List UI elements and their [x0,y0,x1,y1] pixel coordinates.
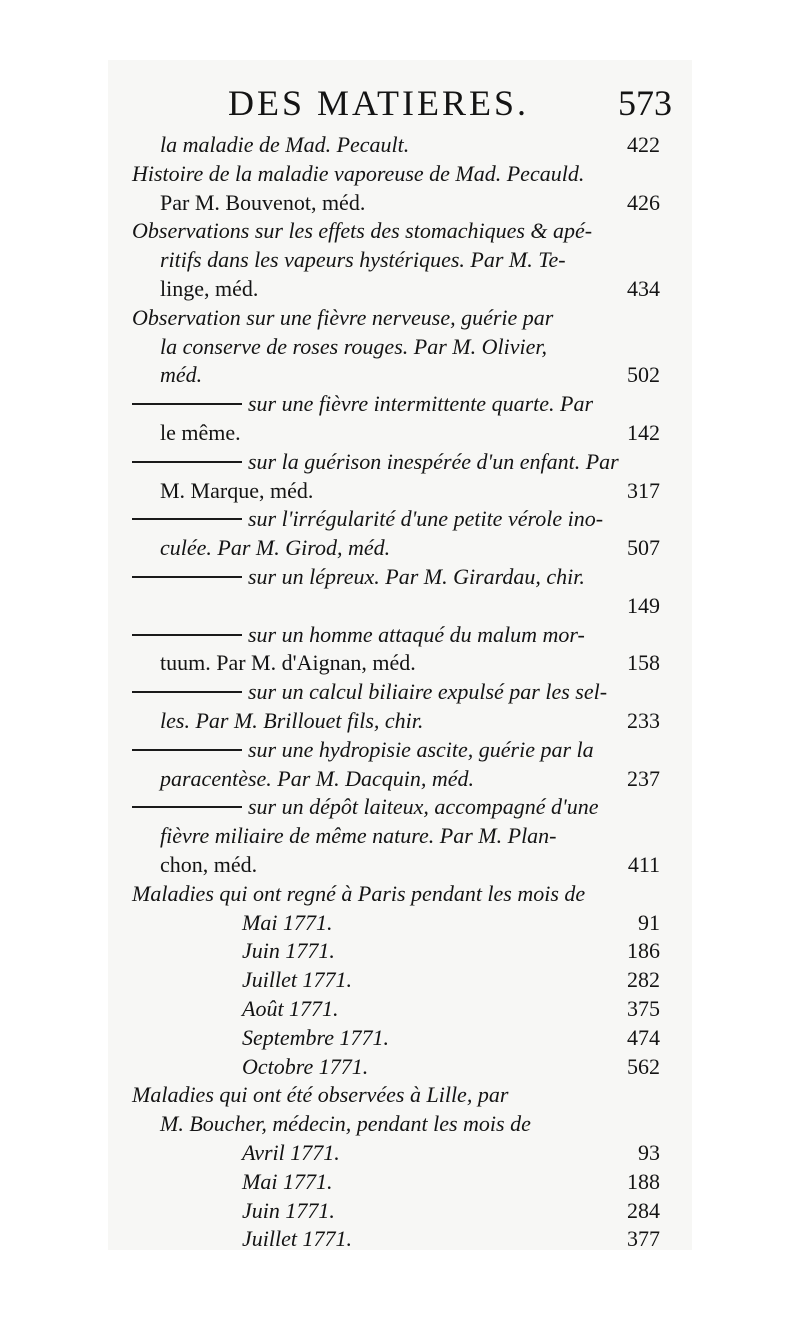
ditto-rule [132,806,242,808]
index-entry [132,303,660,332]
index-entry [160,188,660,217]
entry-text: Octobre 1771. [242,1053,369,1079]
index-entry [242,1196,660,1225]
index-entry [242,1167,660,1196]
index-entry [132,1080,660,1109]
entry-text: Observations sur les effets des stomachiques & apé- [132,218,593,244]
index-entry [160,533,660,562]
entry-text: Juillet 1771. [242,967,352,993]
index-entry [160,764,660,793]
entry-text: M. Boucher, médecin, pendant les mois de [160,1111,531,1137]
entry-page-number: 284 [627,1197,660,1223]
index-entry [132,216,660,245]
index-entry [160,130,660,159]
index-entry [132,447,660,476]
entry-text: Avril 1771. [242,1140,340,1165]
index-entry [132,620,660,649]
entry-page-number: 93 [638,1140,660,1165]
page-header [108,82,692,128]
entry-text: Juin 1771. [242,938,335,964]
entry-text: Par M. Bouvenot, méd. [160,189,366,215]
page-number: 573 [618,83,672,123]
index-entry [160,1109,660,1138]
entry-text: Observation sur une fièvre nerveuse, guérie par [132,304,554,330]
entry-text: Maladies qui ont regné à Paris pendant les mois de [132,880,586,906]
index-entry [160,648,660,677]
entry-text: M. Marque, méd. [160,477,314,503]
index-entry [242,1138,660,1167]
index-entry [160,332,660,361]
entry-page-number: 375 [627,996,660,1021]
entry-page-number: 502 [627,362,660,388]
entry-page-number: 158 [627,650,660,676]
entry-text: chon, méd. [160,852,258,877]
index-entry [242,1224,660,1253]
index-entry [160,418,660,447]
entry-page-number: 282 [627,967,660,993]
entry-page-number: 91 [638,909,660,935]
ditto-rule [132,691,242,693]
entry-text: Juillet 1771. [242,1226,352,1252]
running-title: DES MATIERES. [228,83,530,123]
entry-text: sur l'irrégularité d'une petite vérole ino- [248,506,604,532]
entry-text: tuum. Par M. d'Aignan, méd. [160,650,416,676]
entry-page-number: 188 [627,1168,660,1194]
entry-text: culée. Par M. Girod, méd. [160,535,391,561]
index-entry [132,792,660,821]
index-entry [160,850,660,879]
entry-text: sur un lépreux. Par M. Girardau, chir. [248,564,585,589]
entry-text: sur un homme attaqué du malum mor- [248,621,585,647]
index-entry [160,274,660,303]
index-entry [132,879,660,908]
index-entry [132,735,660,764]
index-entry [132,677,660,706]
entry-text: les. Par M. Brillouet fils, chir. [160,708,424,733]
index-entry [242,965,660,994]
index-entry [242,1023,660,1052]
index-entry [242,994,660,1023]
entry-text: sur une fièvre intermittente quarte. Par [248,391,594,417]
ditto-rule [132,576,242,578]
entry-text: fièvre miliaire de même nature. Par M. Plan- [160,823,557,849]
entry-page-number: 562 [627,1053,660,1079]
entry-page-number: 507 [627,535,660,561]
index-entry [160,245,660,274]
entry-text: paracentèse. Par M. Dacquin, méd. [160,765,475,791]
entry-text: Histoire de la maladie vaporeuse de Mad. Pecauld. [132,160,585,186]
entry-text: méd. [160,362,203,388]
entry-page-number: 422 [627,132,660,157]
index-entry [160,360,660,389]
entry-page-number: 377 [627,1226,660,1252]
entry-page-number: 142 [627,420,660,445]
ditto-rule [132,403,242,405]
entry-text: ritifs dans les vapeurs hystériques. Par M. Te- [160,247,566,273]
index-entry [160,706,660,735]
index-entry [160,591,660,620]
index-entry [242,1052,660,1081]
entry-text: Août 1771. [242,996,339,1021]
index-entry [160,821,660,850]
index-entry [132,504,660,533]
entry-text: la conserve de roses rouges. Par M. Olivier, [160,333,547,359]
ditto-rule [132,749,242,751]
entry-page-number: 434 [627,276,660,301]
index-entry [132,159,660,188]
entry-page-number: 474 [627,1024,660,1050]
index-entry [242,936,660,965]
entry-page-number: 149 [627,592,660,618]
entry-text: Maladies qui ont été observées à Lille, par [132,1082,509,1108]
entry-text: Septembre 1771. [242,1024,390,1050]
entry-text: Mai 1771. [242,909,333,935]
ditto-rule [132,518,242,520]
entry-text: linge, méd. [160,276,259,301]
entry-page-number: 411 [627,852,660,877]
index-entry [132,389,660,418]
entry-page-number: 317 [627,477,660,503]
entry-page-number: 237 [627,765,660,791]
entry-text: sur une hydropisie ascite, guérie par la [248,736,594,762]
entry-text: Juin 1771. [242,1197,335,1223]
index-entry [132,562,660,591]
entry-page-number: 233 [627,708,660,733]
entry-page-number: 186 [627,938,660,964]
entry-text: sur la guérison inespérée d'un enfant. Par [248,448,619,474]
entry-text: la maladie de Mad. Pecault. [160,132,410,157]
entry-text: Mai 1771. [242,1168,333,1194]
ditto-rule [132,634,242,636]
entry-text: le même. [160,420,241,445]
ditto-rule [132,461,242,463]
entry-text: sur un calcul biliaire expulsé par les sel- [248,679,608,705]
index-entry [242,908,660,937]
entry-text: sur un dépôt laiteux, accompagné d'une [248,794,599,820]
index-entry [160,476,660,505]
entry-page-number: 426 [627,189,660,215]
